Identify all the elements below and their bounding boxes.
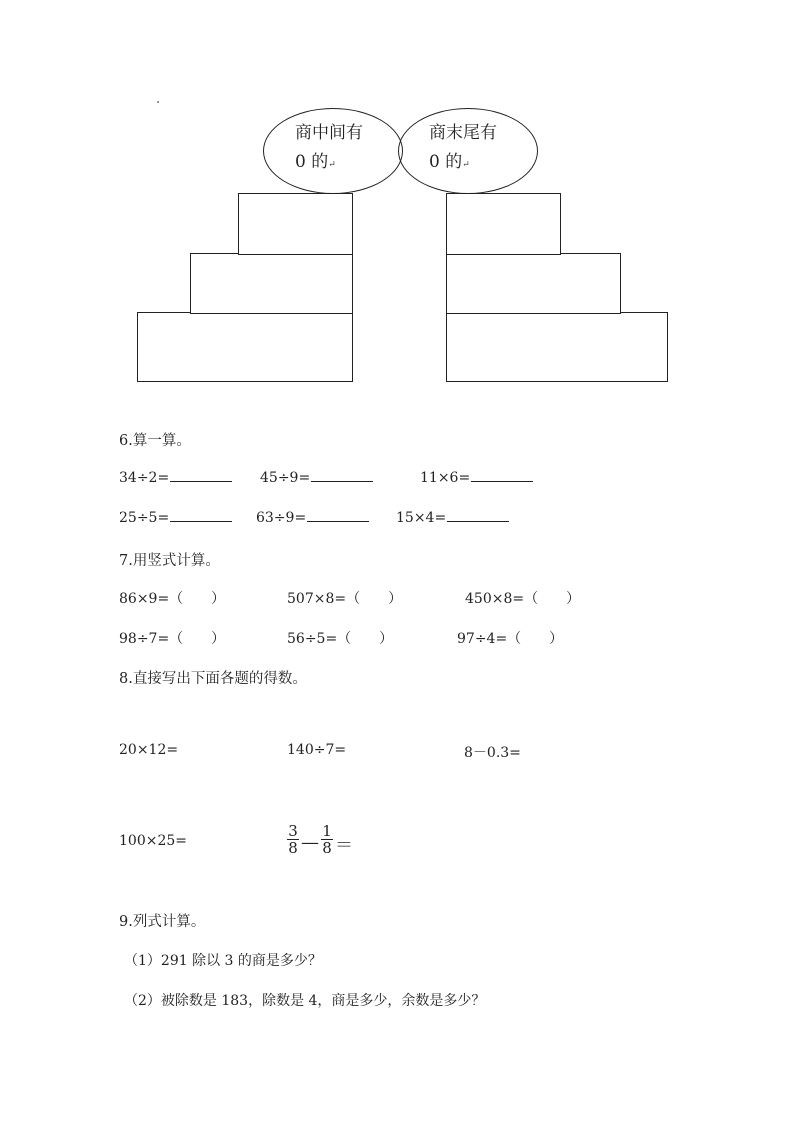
- q6-problem: 25÷5=: [119, 510, 232, 526]
- answer-blank[interactable]: [471, 480, 533, 482]
- q7-problem[interactable]: 86×9=（ ）: [119, 591, 226, 607]
- left-step-bottom-box[interactable]: [137, 312, 353, 382]
- q8-problem: 100×25=: [119, 833, 187, 849]
- q9-item: （1）291 除以 3 的商是多少？: [124, 953, 322, 969]
- q9-item: （2）被除数是 183，除数是 4，商是多少，余数是多少？: [124, 993, 486, 1009]
- q7-problem[interactable]: 97÷4=（ ）: [457, 631, 564, 647]
- q6-problem: 11×6=: [420, 470, 533, 486]
- answer-blank[interactable]: [447, 520, 509, 522]
- q6-problem: 45÷9=: [260, 470, 373, 486]
- q7-problem[interactable]: 507×8=（ ）: [287, 591, 403, 607]
- q8-problem: 8－0.3=: [464, 745, 521, 761]
- fraction-expression: [287, 823, 367, 863]
- q6-problem: 15×4=: [396, 510, 509, 526]
- scan-speck: [157, 101, 159, 103]
- q6-problem: 34÷2=: [119, 470, 232, 486]
- right-step-top-box[interactable]: [446, 193, 561, 255]
- q6-problem: 63÷9=: [256, 510, 369, 526]
- q8-problem: 20×12=: [119, 742, 179, 758]
- left-step-top-box[interactable]: [238, 193, 353, 255]
- answer-blank[interactable]: [311, 480, 373, 482]
- left-oval-label: 商中间有 0 的↵: [295, 123, 363, 172]
- right-step-bottom-box[interactable]: [446, 312, 668, 382]
- answer-blank[interactable]: [307, 520, 369, 522]
- q7-problem[interactable]: 450×8=（ ）: [465, 591, 581, 607]
- right-oval-label: 商末尾有 0 的↵: [429, 123, 497, 172]
- fraction-one-eighth: 1 8: [322, 822, 332, 857]
- q7-problem[interactable]: 98÷7=（ ）: [119, 631, 226, 647]
- minus-sign: —: [301, 832, 319, 853]
- fraction-three-eighths: 3 8: [288, 822, 298, 857]
- q9-title: 9.列式计算。: [119, 914, 206, 930]
- equals-sign: ＝: [335, 835, 353, 856]
- q7-title: 7.用竖式计算。: [119, 553, 220, 569]
- right-step-middle-box[interactable]: [446, 253, 621, 314]
- answer-blank[interactable]: [170, 520, 232, 522]
- answer-blank[interactable]: [170, 480, 232, 482]
- q7-problem[interactable]: 56÷5=（ ）: [287, 631, 394, 647]
- left-step-middle-box[interactable]: [190, 253, 353, 314]
- q6-title: 6.算一算。: [119, 433, 191, 449]
- q8-problem: 140÷7=: [287, 742, 347, 758]
- q8-title: 8.直接写出下面各题的得数。: [119, 671, 307, 687]
